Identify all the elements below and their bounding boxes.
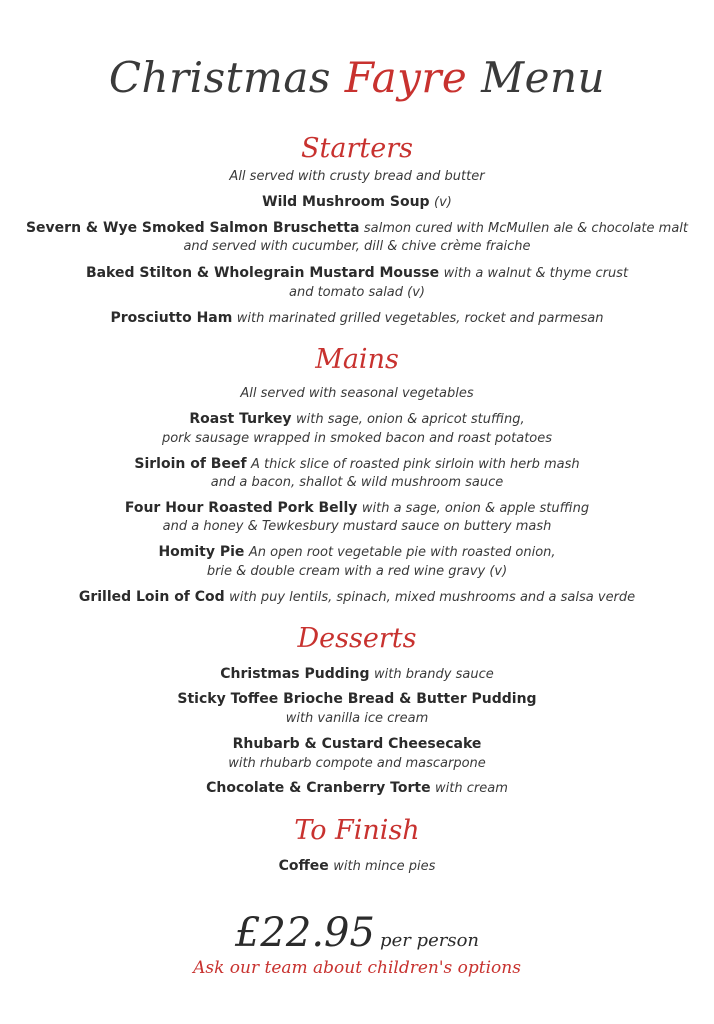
title-word-christmas: Christmas bbox=[108, 53, 331, 102]
starter-item-prosciutto bbox=[0, 308, 714, 329]
dish-name: Sirloin of Beef bbox=[134, 456, 247, 472]
finish-item-coffee bbox=[0, 856, 714, 877]
dish-desc: with mince pies bbox=[333, 859, 436, 874]
title-word-menu: Menu bbox=[481, 53, 606, 102]
dish-name: Christmas Pudding bbox=[220, 666, 370, 682]
main-item-pork bbox=[0, 498, 714, 519]
dish-name: Sticky Toffee Brioche Bread & Butter Pudding bbox=[177, 691, 537, 707]
dish-name: Wild Mushroom Soup bbox=[262, 194, 430, 210]
finish-heading: To Finish bbox=[294, 815, 420, 846]
dish-desc-line2: with vanilla ice cream bbox=[285, 711, 429, 726]
dish-desc-line2: with rhubarb compote and mascarpone bbox=[228, 756, 486, 771]
dish-desc: with puy lentils, spinach, mixed mushrooms and a salsa verde bbox=[229, 590, 636, 605]
dish-name: Baked Stilton & Wholegrain Mustard Mousse bbox=[85, 265, 440, 281]
title-word-fayre: Fayre bbox=[344, 53, 468, 102]
dish-desc: with a walnut & thyme crust bbox=[443, 266, 629, 281]
dessert-item-torte bbox=[0, 778, 714, 799]
dish-desc: with cream bbox=[435, 781, 508, 796]
starters-intro: All served with crusty bread and butter bbox=[229, 169, 485, 184]
dish-name: Roast Turkey bbox=[189, 411, 292, 427]
dish-desc-line2: and a bacon, shallot & wild mushroom sauce bbox=[210, 475, 504, 490]
dish-desc-line2: and a honey & Tewkesbury mustard sauce on buttery mash bbox=[162, 519, 552, 534]
main-item-beef bbox=[0, 454, 714, 475]
price-amount: £22.95 bbox=[234, 910, 375, 956]
mains-intro: All served with seasonal vegetables bbox=[240, 386, 474, 401]
dessert-item-pudding bbox=[0, 664, 714, 685]
dish-name: Severn & Wye Smoked Salmon Bruschetta bbox=[25, 220, 360, 236]
main-item-turkey bbox=[0, 409, 714, 430]
dish-desc: with brandy sauce bbox=[374, 667, 494, 682]
dish-desc-line2: and tomato salad (v) bbox=[289, 285, 425, 300]
children-options-note: Ask our team about children's options bbox=[193, 958, 521, 978]
dessert-item-cheesecake bbox=[0, 734, 714, 754]
dish-name: Four Hour Roasted Pork Belly bbox=[124, 500, 358, 516]
starter-item-salmon bbox=[0, 218, 714, 239]
starters-heading: Starters bbox=[301, 133, 413, 164]
dish-name: Prosciutto Ham bbox=[110, 310, 233, 326]
starter-item-stilton bbox=[0, 263, 714, 284]
dish-desc: (v) bbox=[434, 195, 452, 210]
menu-title bbox=[0, 48, 714, 108]
main-item-cod bbox=[0, 587, 714, 608]
dish-desc: An open root vegetable pie with roasted onion, bbox=[248, 545, 556, 560]
dish-desc-line2: brie & double cream with a red wine gravy (v) bbox=[206, 564, 508, 579]
dish-desc: salmon cured with McMullen ale & chocolate malt bbox=[363, 221, 689, 236]
dish-name: Coffee bbox=[278, 858, 329, 874]
dish-desc: with marinated grilled vegetables, rocket and parmesan bbox=[236, 311, 604, 326]
dish-name: Rhubarb & Custard Cheesecake bbox=[232, 736, 482, 752]
dish-name: Grilled Loin of Cod bbox=[78, 589, 225, 605]
main-item-homity bbox=[0, 542, 714, 563]
starter-item-soup bbox=[0, 192, 714, 213]
dessert-item-toffee bbox=[0, 689, 714, 709]
dish-desc-line2: pork sausage wrapped in smoked bacon and roast potatoes bbox=[161, 431, 553, 446]
dish-name: Chocolate & Cranberry Torte bbox=[206, 780, 431, 796]
dish-desc: with a sage, onion & apple stuffing bbox=[361, 501, 590, 516]
dish-name: Homity Pie bbox=[158, 544, 245, 560]
dish-desc: A thick slice of roasted pink sirloin with herb mash bbox=[251, 457, 580, 472]
mains-heading: Mains bbox=[315, 344, 399, 375]
price-unit: per person bbox=[380, 930, 479, 951]
dish-desc: with sage, onion & apricot stuffing, bbox=[296, 412, 525, 427]
desserts-heading: Desserts bbox=[297, 623, 417, 654]
dish-desc-line2: and served with cucumber, dill & chive crème fraiche bbox=[183, 239, 531, 254]
